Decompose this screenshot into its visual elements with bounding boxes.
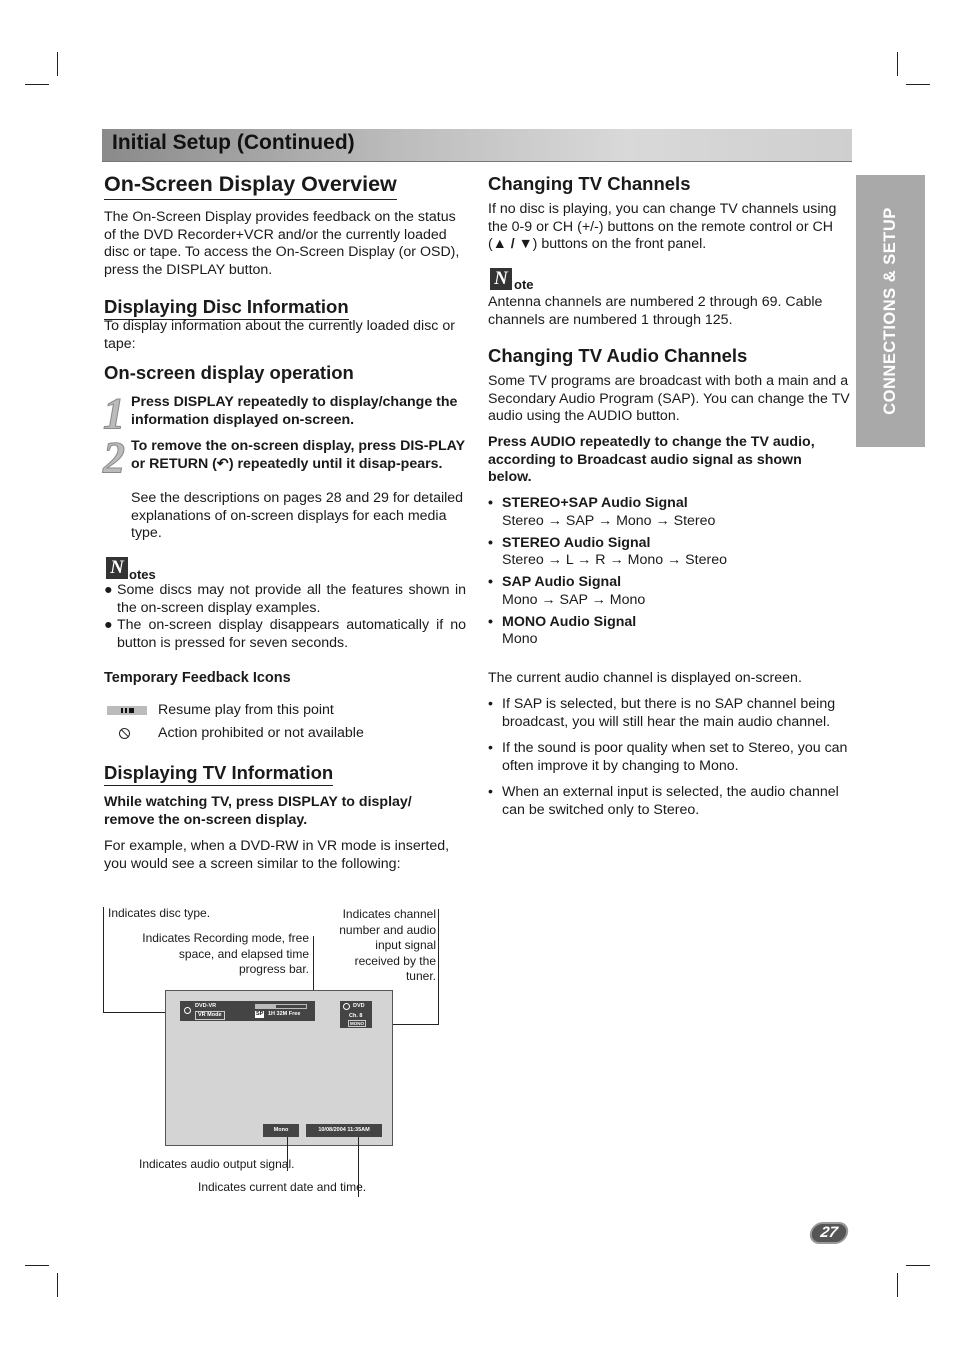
note-text: Some discs may not provide all the features shown in the on-screen display examples. [117, 582, 466, 616]
signal-sequence: Stereo → L → R → Mono → Stereo [502, 552, 727, 568]
side-tab-label: CONNECTIONS & SETUP [881, 207, 899, 415]
label-date-time: Indicates current date and time. [198, 1180, 367, 1194]
tv-info-heading: Displaying TV Information [104, 762, 333, 786]
bullet-text: When an external input is selected, the audio channel can be switched only to Stereo. [502, 784, 839, 818]
disc-icon [184, 1007, 191, 1014]
return-icon: ↶ [216, 455, 229, 472]
tv-channels-heading: Changing TV Channels [488, 173, 691, 194]
osd-screen [165, 990, 393, 1146]
section-header-band [102, 129, 852, 162]
label-audio-output: Indicates audio output signal. [139, 1157, 295, 1171]
list-item: • SAP Audio Signal Mono → SAP → Mono [488, 574, 852, 614]
osd-disc: DVD-VR [195, 1003, 217, 1009]
ch-arrow-icons: ▲ / ▼ [492, 236, 533, 252]
list-item: • STEREO Audio Signal Stereo → L → R → Mono → Stereo [488, 535, 852, 575]
tv-channels-text-a: If no disc is playing, you can change TV channels using the 0-9 or CH (+/-) buttons on the remote control or CH ( [488, 201, 837, 252]
intro-text: The On-Screen Display provides feedback on the status of the DVD Recorder+VCR and/or the currently loaded disc or tape. To access the On-Screen Display (or OSD), press the DISPLAY button. [104, 209, 460, 278]
disc-icon [343, 1003, 350, 1010]
osd-channel: Ch. 8 [349, 1013, 363, 1019]
list-item: ● The on-screen display disappears automatically if no button is pressed for seven seconds. [104, 617, 466, 651]
list-item: • MONO Audio Signal Mono [488, 614, 852, 654]
osd-source: DVD [353, 1003, 365, 1009]
signal-name: STEREO+SAP Audio Signal [502, 495, 688, 511]
label-disc-type: Indicates disc type. [108, 906, 211, 920]
signal-sequence: Stereo → SAP → Mono → Stereo [502, 512, 716, 529]
signal-name: STEREO Audio Signal [502, 534, 651, 551]
audio-channels-text: Some TV programs are broadcast with both a main and a Secondary Audio Program (SAP). You can change the TV audio using the AUDIO button. [488, 373, 850, 424]
section-title: Initial Setup (Continued) [112, 131, 355, 154]
current-audio-text: The current audio channel is displayed on-screen. [488, 670, 802, 686]
tv-info-instruction: While watching TV, press DISPLAY to display/ remove the on-screen display. [104, 794, 412, 828]
progress-bar [255, 1004, 307, 1009]
tv-info-text: For example, when a DVD-RW in VR mode is inserted, you would see a screen similar to the following: [104, 838, 450, 872]
step-2-text [131, 438, 468, 473]
osd-disc-panel [180, 1001, 252, 1021]
osd-free: 1H 32M Free [268, 1011, 301, 1017]
step-2-text-a: To remove the on-screen display, press DIS-PLAY or RETURN ( [131, 438, 465, 472]
list-item: ● Some discs may not provide all the features shown in the on-screen display examples. [104, 582, 466, 616]
crop-mark [57, 1273, 58, 1297]
signal-name: MONO Audio Signal [502, 613, 637, 630]
label-channel: Indicates channel number and audio input signal received by the tuner. [339, 907, 436, 983]
crop-mark [897, 52, 898, 76]
list-item: • STEREO+SAP Audio Signal Stereo → SAP → Mono → Stereo [488, 495, 852, 535]
signal-sequence: Mono [502, 631, 538, 647]
page-number: 27 [819, 1224, 839, 1241]
audio-bullets [488, 696, 852, 819]
bullet-text: If SAP is selected, but there is no SAP channel being broadcast, you will still hear the main audio channel. [502, 696, 836, 730]
list-item: • When an external input is selected, the audio channel can be switched only to Stereo. [488, 784, 839, 818]
crop-mark [897, 1273, 898, 1297]
osd-recording-panel [252, 1001, 315, 1021]
prohibited-icon [119, 728, 130, 739]
crop-mark [906, 1265, 930, 1266]
step-2-text-b: ) repeatedly until it disap-pears. [228, 455, 443, 472]
note-text: The on-screen display disappears automatically if no button is pressed for seven seconds. [117, 617, 466, 651]
label-recording-mode: Indicates Recording mode, free space, and elapsed time progress bar. [142, 931, 309, 976]
resume-play-icon [107, 706, 147, 715]
note-text: Antenna channels are numbered 2 through 69. Cable channels are numbered 1 through 125. [488, 294, 823, 328]
feedback-icon-text: Action prohibited or not available [158, 725, 364, 741]
side-tab [856, 175, 925, 447]
step-1-text: Press DISPLAY repeatedly to display/change the information displayed on-screen. [131, 394, 458, 428]
osd-operation-heading: On-screen display operation [104, 362, 354, 383]
page-title: On-Screen Display Overview [104, 172, 397, 200]
list-item: • If SAP is selected, but there is no SAP channel being broadcast, you will still hear the main audio channel. [488, 696, 836, 730]
step-2-number: 2 [103, 433, 125, 482]
step-2-description: See the descriptions on pages 28 and 29 for detailed explanations of on-screen displays for each media type. [131, 490, 464, 541]
crop-mark [57, 52, 58, 76]
signal-name: SAP Audio Signal [502, 574, 622, 590]
osd-mono-badge: MONO [350, 1021, 364, 1026]
feedback-icon-text: Resume play from this point [158, 702, 334, 718]
notes-icon: N [106, 557, 128, 579]
osd-source-panel [340, 1001, 372, 1028]
osd-mode: VR Mode [195, 1011, 225, 1020]
bullet-text: If the sound is poor quality when set to Stereo, you can often improve it by changing to Mono. [502, 740, 848, 774]
note-label: ote [514, 277, 534, 292]
crop-mark [906, 84, 930, 85]
audio-channels-heading: Changing TV Audio Channels [488, 345, 748, 366]
disc-info-heading: Displaying Disc Information [104, 296, 349, 320]
crop-mark [25, 1265, 49, 1266]
crop-mark [25, 84, 49, 85]
osd-audio: Mono [273, 1127, 289, 1133]
tv-channels-text-b: ) buttons on the front panel. [532, 236, 707, 252]
osd-datetime: 10/08/2004 11:35AM [318, 1127, 370, 1133]
osd-sp: SP [256, 1011, 264, 1017]
notes-list [104, 582, 466, 652]
step-1-number: 1 [103, 389, 125, 438]
note-icon: N [490, 268, 512, 290]
page-number-badge [808, 1222, 850, 1244]
feedback-icons-heading: Temporary Feedback Icons [104, 670, 291, 686]
osd-audio-panel [263, 1124, 299, 1137]
leader-line [103, 907, 104, 1013]
audio-signal-list [488, 495, 852, 653]
signal-sequence: Mono → SAP → Mono [502, 591, 646, 608]
list-item: • If the sound is poor quality when set to Stereo, you can often improve it by changing to Mono. [488, 740, 848, 774]
disc-info-text: To display information about the currently loaded disc or tape: [104, 318, 455, 352]
leader-line [438, 909, 439, 1025]
osd-datetime-panel [306, 1124, 382, 1137]
tv-channels-text [488, 201, 852, 254]
notes-label: otes [129, 567, 156, 582]
audio-instruction: Press AUDIO repeatedly to change the TV audio, according to Broadcast audio signal as shown below. [488, 434, 815, 485]
